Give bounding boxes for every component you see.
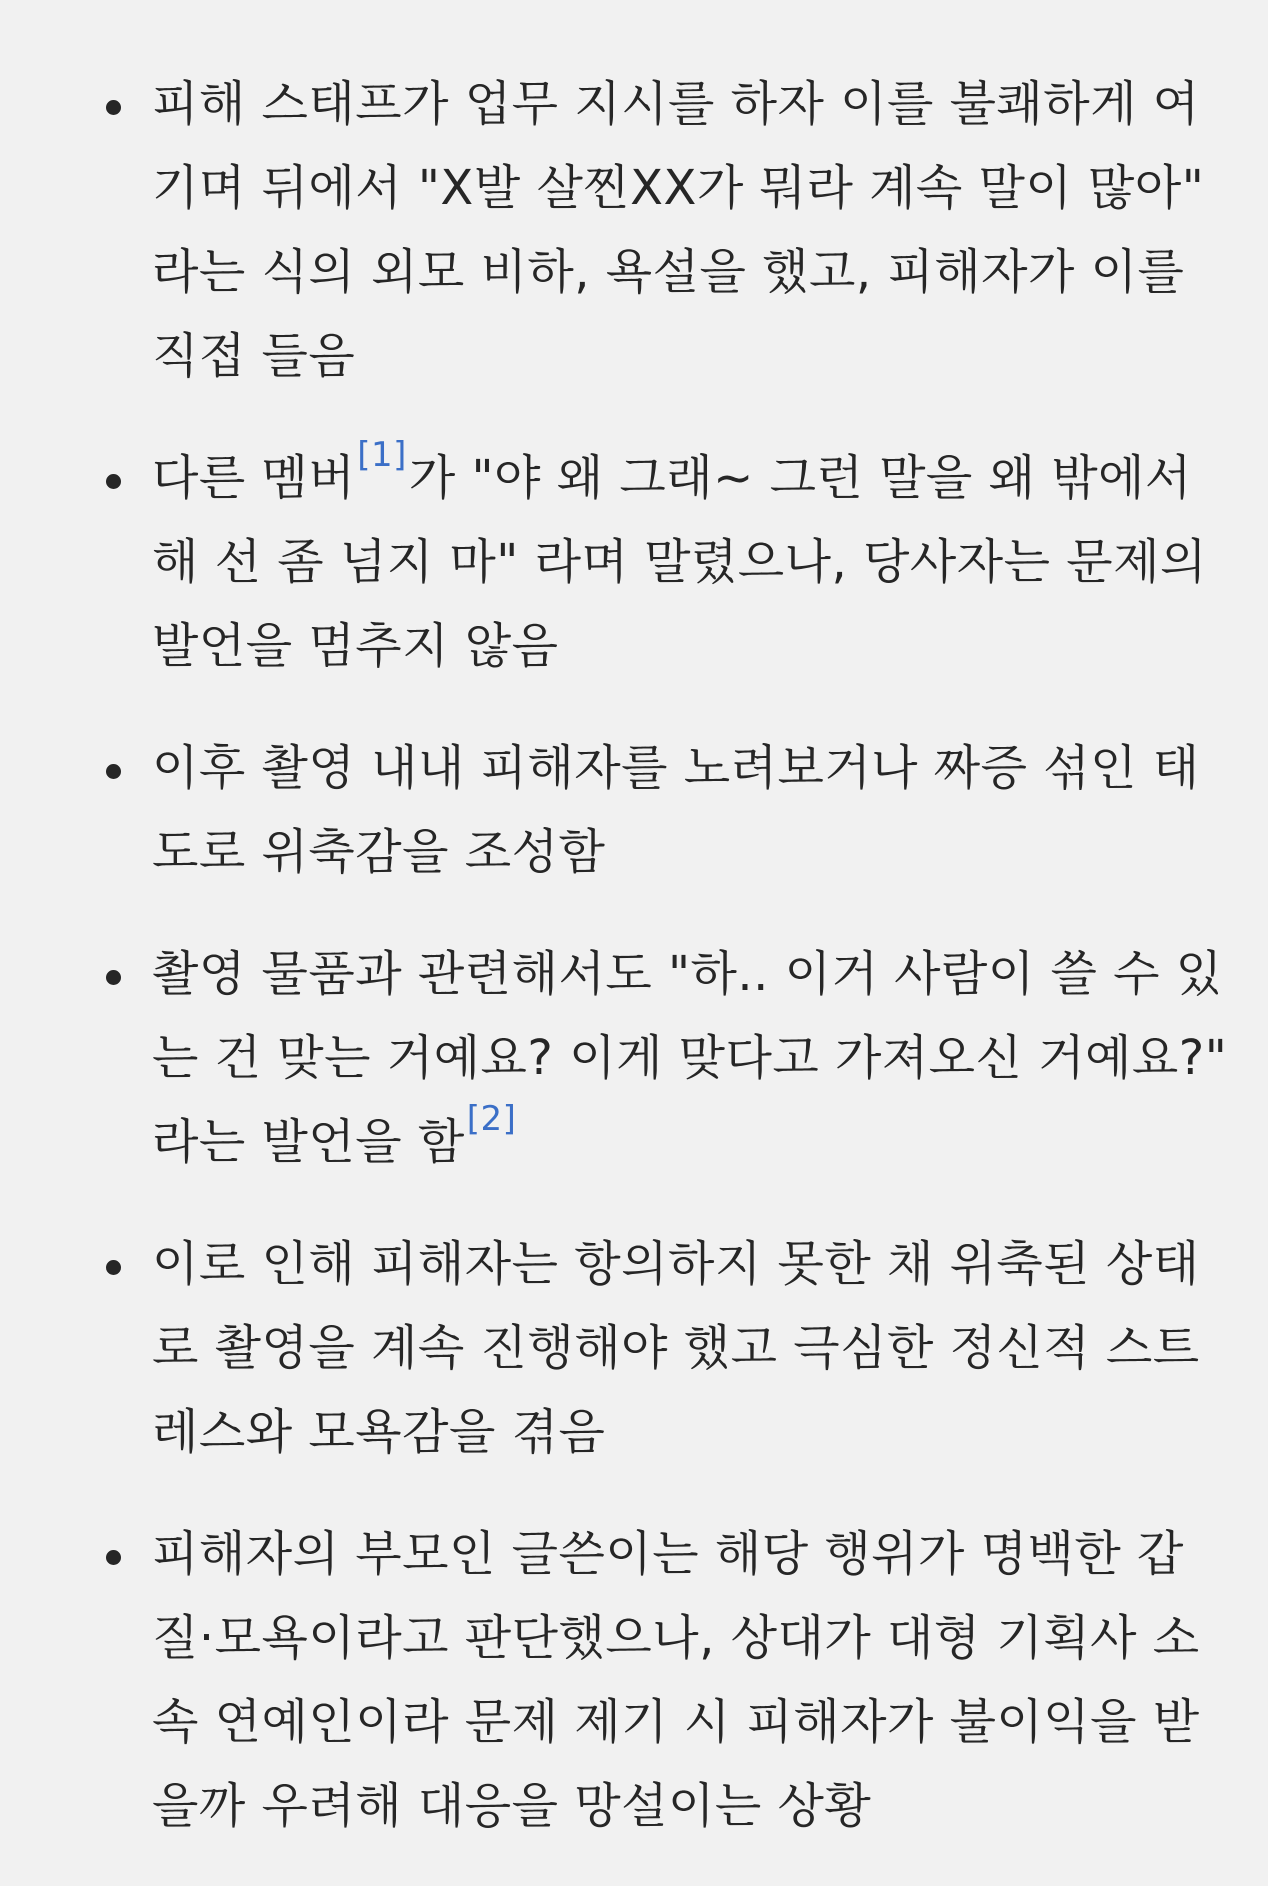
text-line: 이후 촬영 내내 피해자를 노려보거나 짜증 섞인 태: [152, 740, 1200, 796]
footnote-link-1[interactable]: [1]: [357, 435, 407, 475]
bullet-dot: [106, 100, 121, 115]
bullet-dot: [106, 1550, 121, 1565]
bullet-dot: [106, 1260, 121, 1275]
text-segment: 가 "야 왜 그래~ 그런 말을 왜 밖에서: [408, 450, 1192, 506]
text-line: 레스와 모욕감을 겪음: [152, 1404, 606, 1460]
text-line: 해 선 좀 넘지 마" 라며 말렸으나, 당사자는 문제의: [152, 534, 1207, 590]
list-item: [0, 1512, 1268, 1848]
text-line: 촬영 물품과 관련해서도 "하.. 이거 사람이 쓸 수 있: [152, 946, 1223, 1002]
text-line: 속 연예인이라 문제 제기 시 피해자가 불이익을 받: [152, 1694, 1200, 1750]
text-line: 기며 뒤에서 "X발 살찐XX가 뭐라 계속 말이 많아": [152, 160, 1205, 216]
text-line: 라는 식의 외모 비하, 욕설을 했고, 피해자가 이를: [152, 244, 1185, 300]
bullet-dot: [106, 764, 121, 779]
bullet-dot: [106, 474, 121, 489]
list-item: [0, 932, 1268, 1184]
list-item: [0, 726, 1268, 894]
text-line: 는 건 맞는 거예요? 이게 맞다고 가져오신 거예요?": [152, 1030, 1228, 1086]
footnote-link-2[interactable]: [2]: [466, 1099, 517, 1139]
text-line: 질·모욕이라고 판단했으나, 상대가 대형 기획사 소: [152, 1610, 1200, 1666]
list-item: [0, 62, 1268, 398]
text-line: 직접 들음: [152, 328, 356, 384]
text-line: 로 촬영을 계속 진행해야 했고 극심한 정신적 스트: [152, 1320, 1200, 1376]
text-line: 피해자의 부모인 글쓴이는 해당 행위가 명백한 갑: [152, 1526, 1184, 1582]
text-line: 이로 인해 피해자는 항의하지 못한 채 위축된 상태: [152, 1236, 1200, 1292]
text-line: 도로 위축감을 조성함: [152, 824, 606, 880]
bullet-dot: [106, 970, 121, 985]
list-item: [0, 436, 1268, 688]
text-line: 발언을 멈추지 않음: [152, 618, 559, 674]
text-line: [152, 436, 1254, 520]
text-segment: 라는 발언을 함: [152, 1114, 465, 1170]
list-item: [0, 1222, 1268, 1474]
text-line: 피해 스태프가 업무 지시를 하자 이를 불쾌하게 여: [152, 76, 1200, 132]
text-line: [152, 1100, 1254, 1184]
text-line: 을까 우려해 대응을 망설이는 상황: [152, 1778, 872, 1834]
bullet-list: [0, 62, 1268, 1886]
text-segment: 다른 멤버: [152, 450, 356, 506]
